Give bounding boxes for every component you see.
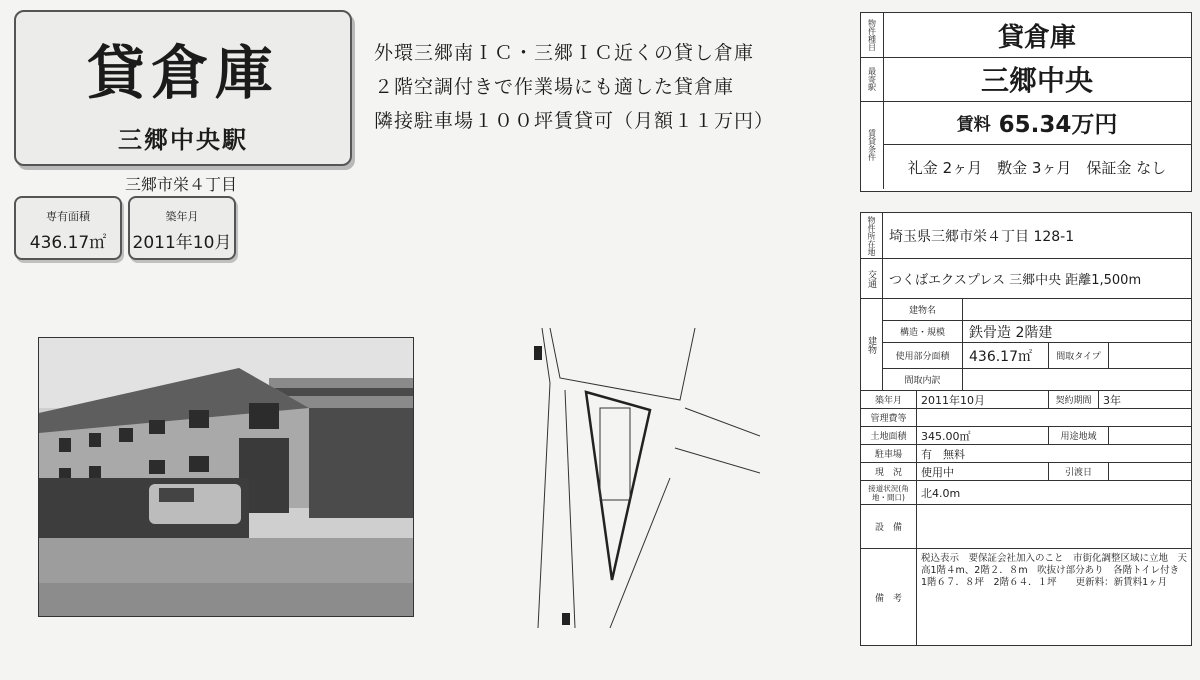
zoning-value	[1109, 427, 1191, 445]
location-header: 物件所在地	[861, 213, 883, 259]
area-box-label: 専有面積	[46, 210, 90, 223]
built-label: 築年月	[861, 391, 917, 409]
warehouse-photo	[38, 337, 414, 617]
area-box	[14, 196, 122, 260]
facility-value	[917, 505, 1191, 549]
terms-header: 賃貸条件	[861, 101, 884, 189]
mgmt-fee-value	[917, 409, 1191, 427]
tagline-3: 隣接駐車場１００坪賃貸可（月額１１万円）	[374, 110, 775, 132]
zoning-label: 用途地域	[1049, 427, 1109, 445]
station-value: 三郷中央	[980, 64, 1093, 97]
structure-label: 構造・規模	[883, 321, 963, 343]
transport-header: 交通	[861, 259, 883, 299]
layout-detail-label: 間取内訳	[883, 369, 963, 391]
land-area-value: 345.00㎡	[917, 427, 1049, 445]
rent-value: 65.34万円	[998, 112, 1118, 138]
remarks-label: 備 考	[861, 549, 917, 645]
built-box-value: 2011年10月	[132, 233, 232, 253]
short-address: 三郷市栄４丁目	[124, 175, 237, 194]
deposit-line: 礼金 2ヶ月 敷金 3ヶ月 保証金 なし	[907, 158, 1167, 177]
title-card	[14, 10, 352, 166]
remarks-line-1: 税込表示 要保証会社加入のこと 市街化調整区域に立地 天	[921, 553, 1188, 564]
location-map	[520, 328, 760, 628]
remarks-value	[917, 549, 1191, 645]
building-name-value	[963, 299, 1191, 321]
structure-value: 鉄骨造 2階建	[963, 321, 1191, 343]
area-label: 使用部分面積	[883, 343, 963, 369]
parking-label: 駐車場	[861, 445, 917, 463]
rent-label: 賃料	[956, 115, 991, 135]
land-area-label: 土地面積	[861, 427, 917, 445]
built-box-label: 築年月	[165, 210, 199, 223]
building-name-label: 建物名	[883, 299, 963, 321]
details-table	[860, 212, 1192, 646]
building-header: 建物	[861, 299, 883, 391]
handover-value	[1109, 463, 1191, 481]
parking-value: 有 無料	[917, 445, 1191, 463]
station-header: 最寄駅	[861, 57, 884, 101]
property-type-title: 貸倉庫	[86, 39, 279, 107]
built-value: 2011年10月	[917, 391, 1049, 409]
built-box	[128, 196, 236, 260]
road-value: 北4.0m	[917, 481, 1191, 505]
remarks-line-2: 高1階４m、2階２．８m 吹抜け部分あり 各階トイレ付き	[921, 565, 1180, 576]
layout-type-value	[1109, 343, 1191, 369]
area-box-value: 436.17㎡	[29, 233, 107, 253]
handover-label: 引渡日	[1049, 463, 1109, 481]
type-value: 貸倉庫	[997, 22, 1076, 53]
road-label: 接道状況(角地・間口)	[861, 481, 917, 505]
contract-value: 3年	[1099, 391, 1191, 409]
layout-detail-value	[963, 369, 1191, 391]
transport-value: つくばエクスプレス 三郷中央 距離1,500m	[883, 259, 1191, 299]
tagline-1: 外環三郷南ＩＣ・三郷ＩＣ近くの貸し倉庫	[374, 42, 755, 64]
layout-type-label: 間取タイプ	[1049, 343, 1109, 369]
mgmt-fee-label: 管理費等	[861, 409, 917, 427]
status-value: 使用中	[917, 463, 1049, 481]
facility-label: 設 備	[861, 505, 917, 549]
summary-table	[860, 12, 1192, 192]
type-header: 物件種目	[861, 13, 884, 57]
tagline-2: ２階空調付きで作業場にも適した貸倉庫	[374, 76, 735, 98]
area-value: 436.17㎡	[963, 343, 1049, 369]
status-label: 現 況	[861, 463, 917, 481]
location-value: 埼玉県三郷市栄４丁目 128-1	[883, 213, 1191, 259]
contract-label: 契約期間	[1049, 391, 1099, 409]
remarks-line-3: 1階６７．８坪 2階６４．１坪 更新料：新賃料1ヶ月	[921, 577, 1168, 588]
station-title: 三郷中央駅	[118, 126, 248, 154]
